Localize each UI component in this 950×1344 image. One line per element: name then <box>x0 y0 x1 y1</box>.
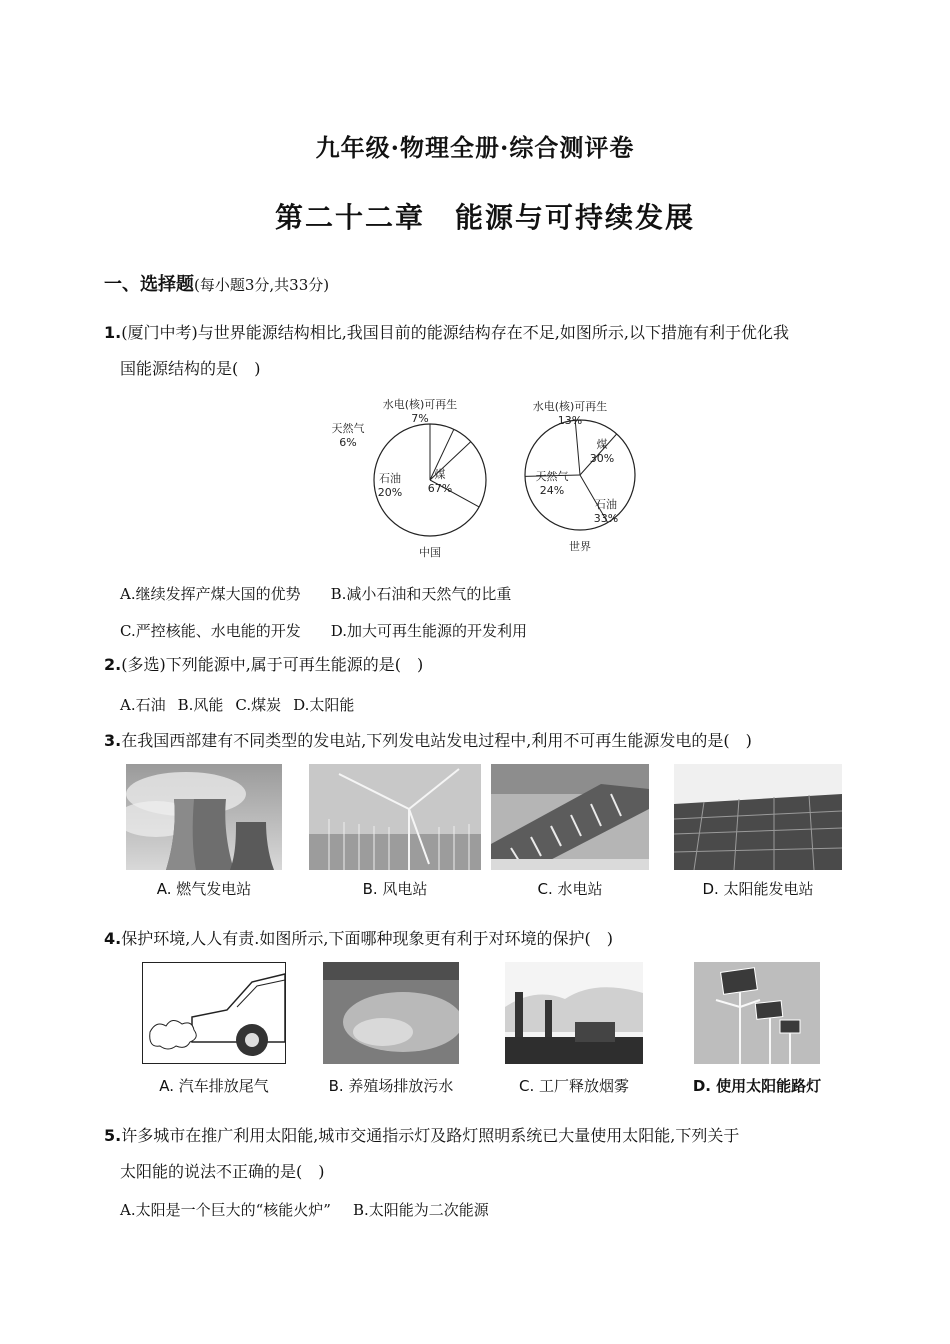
q1-options-row2 <box>120 620 557 641</box>
question-1-line2: 国能源结构的是( ) <box>120 359 261 378</box>
q4-caption-d[interactable]: D. 使用太阳能路灯 <box>692 1077 822 1095</box>
q5-options <box>120 1199 519 1220</box>
pie-slice-value: 67% <box>427 482 453 495</box>
factory-smoke-image <box>505 962 643 1064</box>
q2-option-d[interactable]: D.太阳能 <box>293 696 355 714</box>
q3-caption-a[interactable]: A. 燃气发电站 <box>156 880 252 898</box>
q4-caption-b[interactable]: B. 养殖场排放污水 <box>328 1077 454 1095</box>
question-2 <box>104 650 864 680</box>
car-exhaust-image <box>142 962 286 1064</box>
gas-power-station-image <box>126 764 282 870</box>
section-note: (每小题3分,共33分) <box>194 276 330 294</box>
q3-caption-c[interactable]: C. 水电站 <box>537 880 603 898</box>
solar-street-lamp-image <box>694 962 820 1064</box>
pie-slice-value: 30% <box>589 452 615 465</box>
question-number: 5. <box>104 1126 122 1145</box>
pie-chart-china <box>332 397 487 559</box>
q1-options-row1 <box>120 583 541 604</box>
pie-slice-value: 13% <box>557 414 583 427</box>
question-text: 在我国西部建有不同类型的发电站,下列发电站发电过程中,利用不可再生能源发电的是( ) <box>121 731 752 750</box>
question-5-line2: 太阳能的说法不正确的是( ) <box>120 1162 325 1181</box>
pie-slice-label: 煤 <box>434 468 446 481</box>
pie-slice-label: 水电(核)可再生 <box>532 400 608 413</box>
pie-slice-label: 石油 <box>379 472 401 485</box>
q2-option-b[interactable]: B.风能 <box>177 696 224 714</box>
question-3 <box>104 726 864 756</box>
q5-option-a[interactable]: A.太阳是一个巨大的“核能火炉” <box>120 1201 331 1219</box>
q5-option-b[interactable]: B.太阳能为二次能源 <box>352 1201 489 1219</box>
page-title: 九年级·物理全册·综合测评卷 <box>315 133 635 162</box>
question-number: 1. <box>104 323 122 342</box>
pie-slice-label: 水电(核)可再生 <box>382 398 458 411</box>
pie-title: 中国 <box>419 546 441 559</box>
question-number: 4. <box>104 929 122 948</box>
section-label: 一、选择题 <box>104 274 194 295</box>
pie-slice-value: 6% <box>339 436 357 449</box>
q2-option-c[interactable]: C.煤炭 <box>235 696 282 714</box>
pie-slice-value: 33% <box>593 512 619 525</box>
q1-option-a[interactable]: A.继续发挥产煤大国的优势 <box>120 585 301 603</box>
question-5 <box>104 1121 864 1151</box>
pie-title: 世界 <box>569 540 591 553</box>
pie-slice-label: 天然气 <box>535 470 569 483</box>
farm-sewage-image <box>323 962 459 1064</box>
question-text: 保护环境,人人有责.如图所示,下面哪种现象更有利于对环境的保护( ) <box>121 929 613 948</box>
question-number: 2. <box>104 655 122 674</box>
question-text: (厦门中考)与世界能源结构相比,我国目前的能源结构存在不足,如图所示,以下措施有利于优化我 <box>121 323 789 342</box>
q1-option-d[interactable]: D.加大可再生能源的开发利用 <box>330 622 527 640</box>
q4-caption-a[interactable]: A. 汽车排放尾气 <box>159 1077 269 1095</box>
pie-slice-label: 石油 <box>595 498 617 511</box>
q2-options <box>120 694 384 715</box>
pie-slice-label: 天然气 <box>331 422 365 435</box>
pie-slice-value: 20% <box>377 486 403 499</box>
wind-power-station-image <box>309 764 481 870</box>
question-4 <box>104 924 864 954</box>
q3-caption-d[interactable]: D. 太阳能发电站 <box>702 880 814 898</box>
q3-caption-b[interactable]: B. 风电站 <box>362 880 428 898</box>
question-number: 3. <box>104 731 122 750</box>
pie-charts <box>320 390 660 570</box>
question-1 <box>104 318 864 348</box>
pie-slice-label: 煤 <box>596 438 608 451</box>
chapter-title: 第二十二章 能源与可持续发展 <box>274 201 695 234</box>
q4-caption-c[interactable]: C. 工厂释放烟雾 <box>518 1077 629 1095</box>
q1-option-b[interactable]: B.减小石油和天然气的比重 <box>330 585 512 603</box>
solar-power-station-image <box>674 764 842 870</box>
pie-chart-world <box>525 399 635 553</box>
question-text: (多选)下列能源中,属于可再生能源的是( ) <box>121 655 424 674</box>
q1-option-c[interactable]: C.严控核能、水电能的开发 <box>120 622 301 640</box>
hydropower-station-image <box>491 764 649 870</box>
pie-slice-value: 24% <box>539 484 565 497</box>
question-text: 许多城市在推广利用太阳能,城市交通指示灯及路灯照明系统已大量使用太阳能,下列关于 <box>121 1126 740 1145</box>
q2-option-a[interactable]: A.石油 <box>120 696 166 714</box>
section-header <box>104 270 329 296</box>
pie-slice-value: 7% <box>411 412 429 425</box>
